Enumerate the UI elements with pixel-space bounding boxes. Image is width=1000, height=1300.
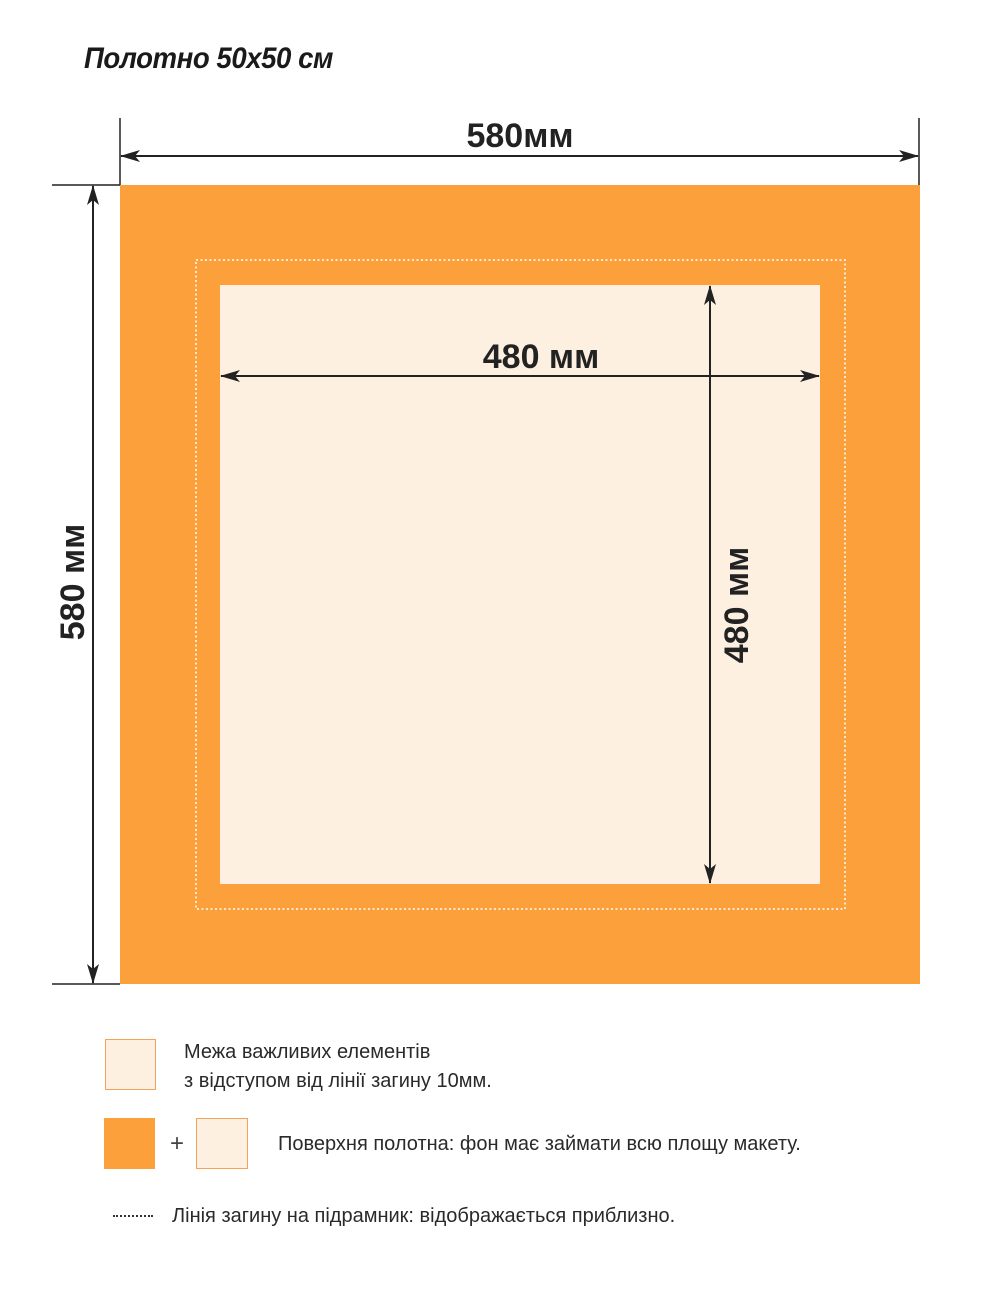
legend-surface-safe-swatch <box>196 1118 248 1169</box>
outer-width-label: 580мм <box>466 117 574 155</box>
legend-safe-area-swatch <box>105 1039 156 1090</box>
legend-fold-line-text: Лінія загину на підрамник: відображається приблизно. <box>172 1205 676 1227</box>
legend-safe-area-line1: Межа важливих елементів <box>184 1041 431 1063</box>
legend-safe-area-text <box>184 1038 492 1096</box>
outer-height-label: 580 мм <box>54 523 92 641</box>
legend-safe-area-line2: з відступом від лінії загину 10мм. <box>184 1070 492 1092</box>
legend-surface-swatch <box>104 1118 155 1169</box>
inner-width-label: 480 мм <box>482 338 600 376</box>
page-title: Полотно 50х50 см <box>84 42 333 75</box>
legend-plus-sign: + <box>170 1130 185 1157</box>
legend-fold-line-sample <box>113 1215 153 1217</box>
inner-height-label: 480 мм <box>718 546 756 664</box>
legend-surface-text: Поверхня полотна: фон має займати всю площу макету. <box>278 1133 801 1155</box>
